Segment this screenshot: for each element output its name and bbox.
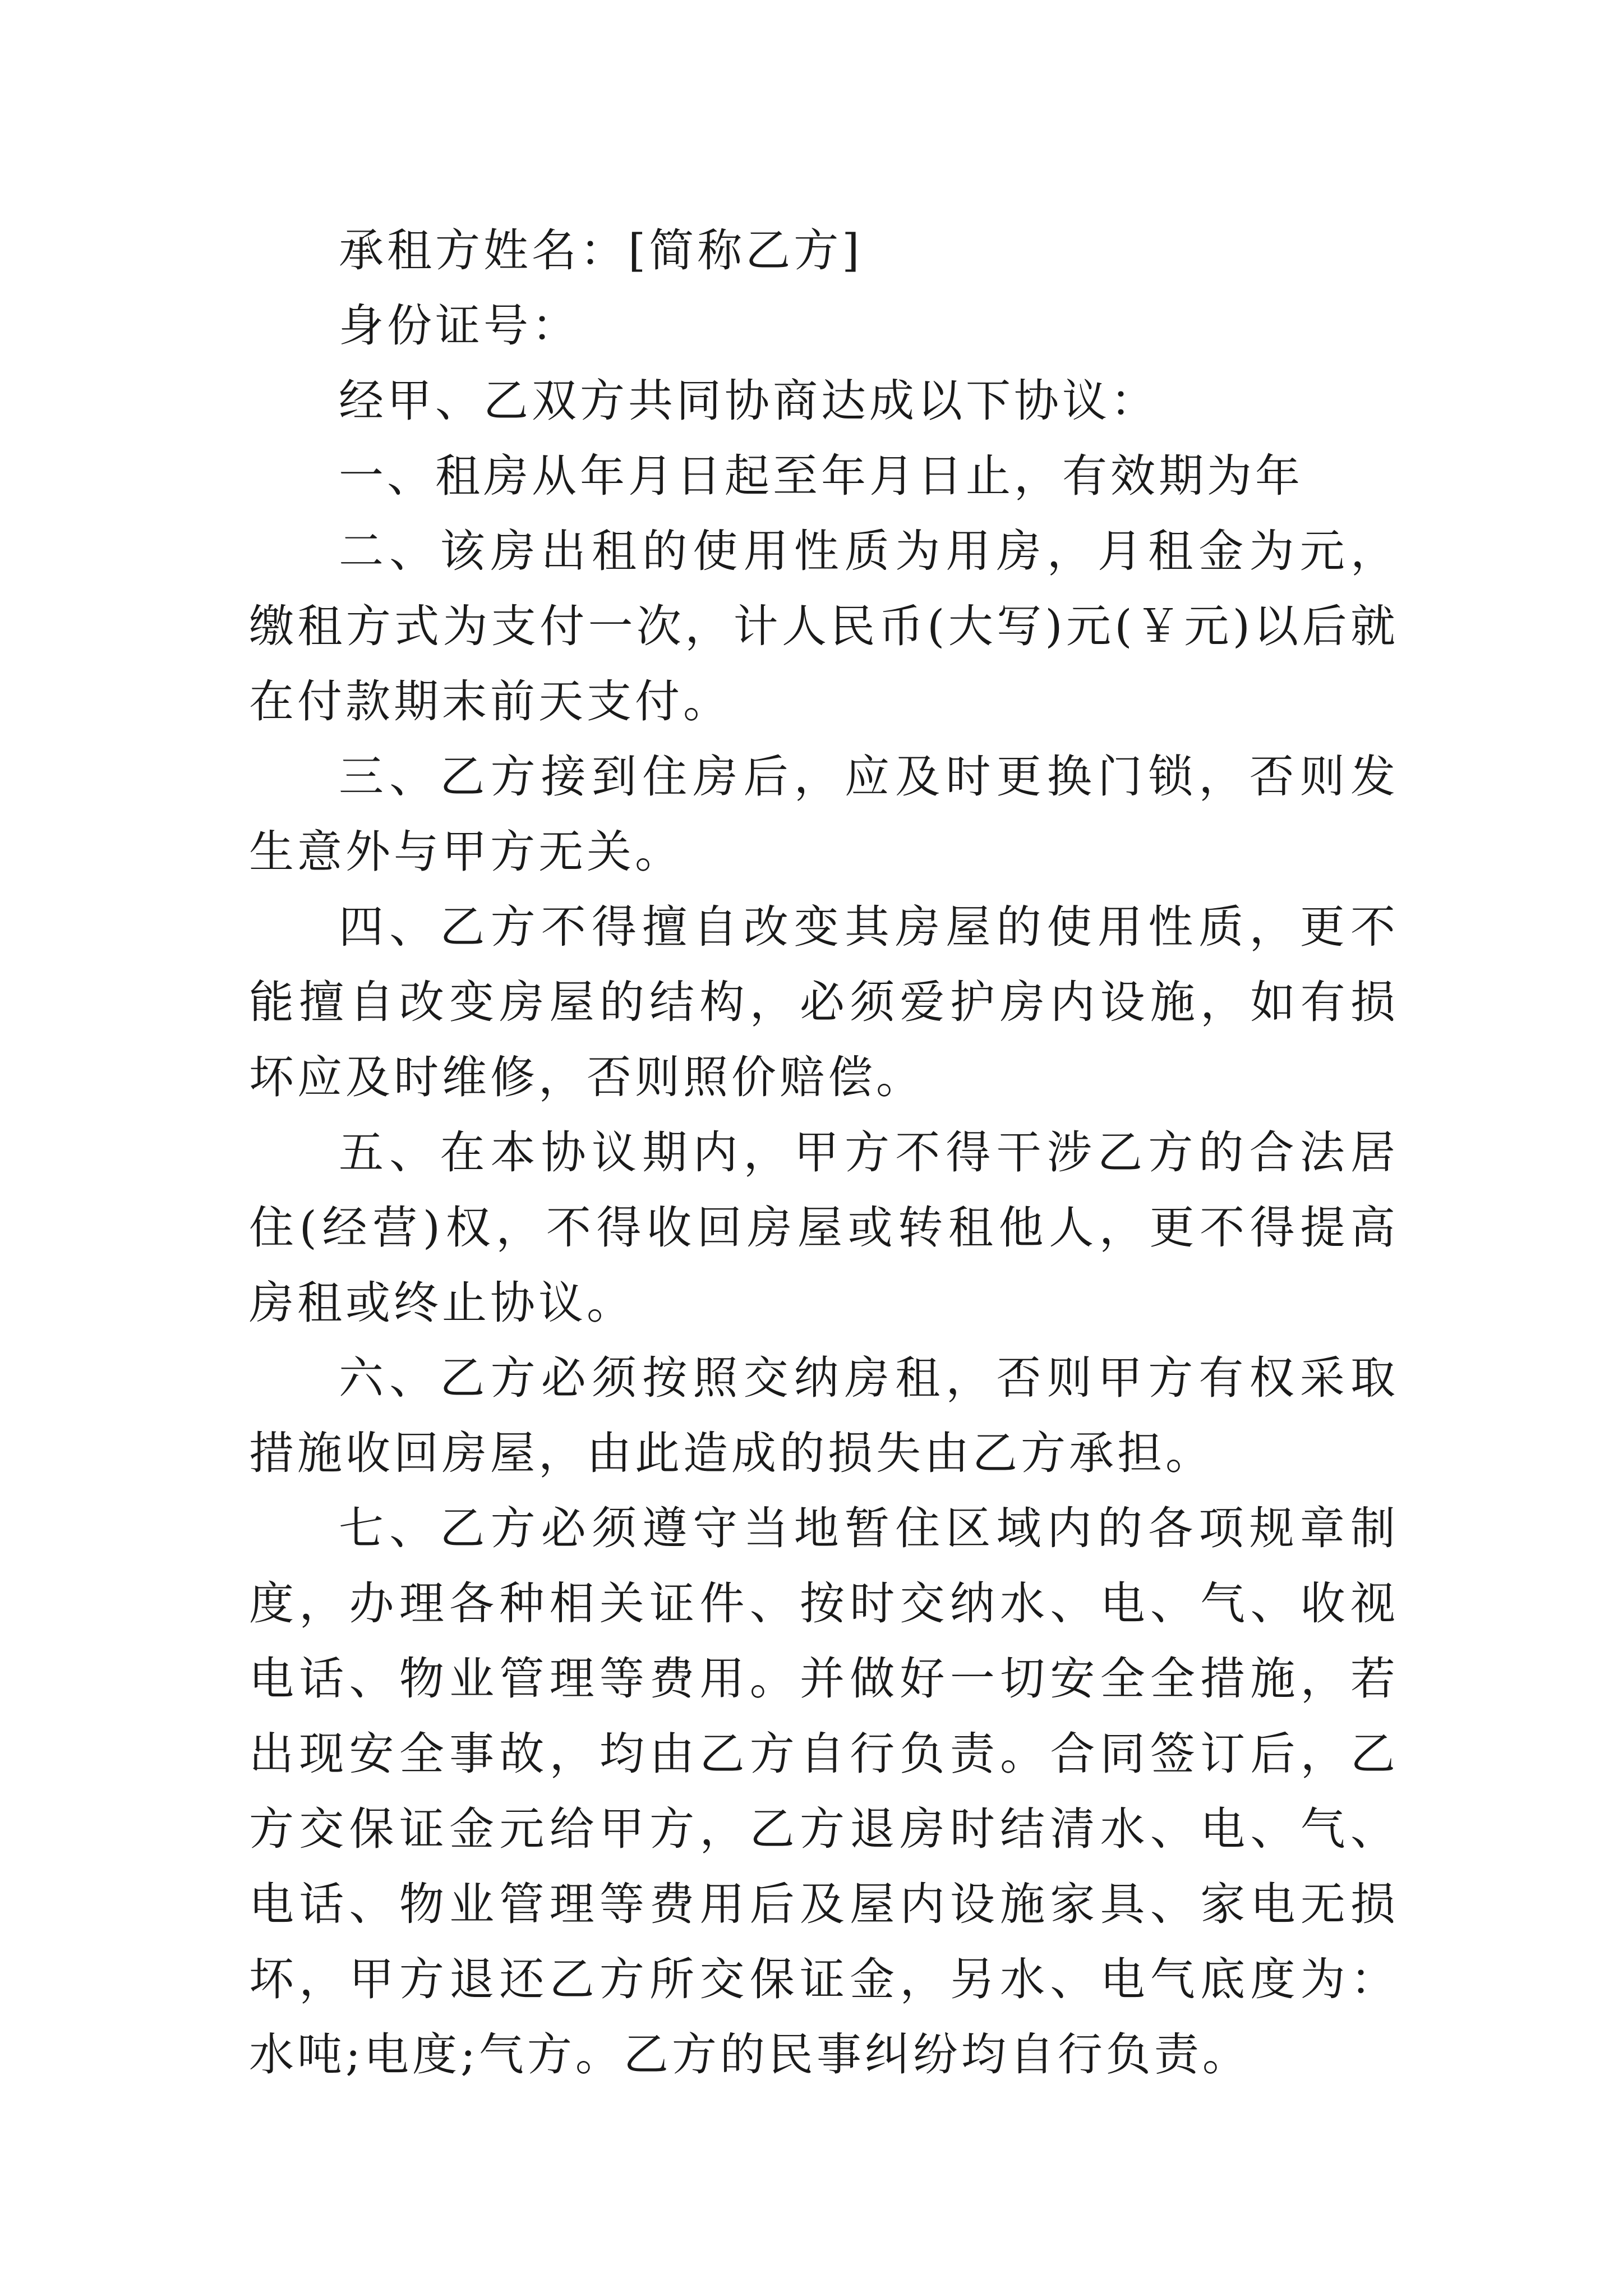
tenant-name-line: 承租方姓名：[简称乙方] xyxy=(339,224,863,277)
clause-5: 五、在本协议期内，甲方不得干涉乙方的合法居住(经营)权，不得收回房屋或转租他人，更不得提高房租或终止协议。 xyxy=(249,1126,1399,1329)
clause-4: 四、乙方不得擅自改变其房屋的使用性质，更不能擅自改变房屋的结构，必须爱护房内设施，如有损坏应及时维修，否则照价赔偿。 xyxy=(249,901,1399,1103)
document-body xyxy=(249,213,1399,2092)
id-number-line: 身份证号： xyxy=(339,300,580,352)
clause-6: 六、乙方必须按照交纳房租，否则甲方有权采取措施收回房屋，由此造成的损失由乙方承担。 xyxy=(249,1352,1399,1479)
clause-2: 二、该房出租的使用性质为用房，月租金为元，缴租方式为支付一次，计人民币(大写)元(￥元)以后就在付款期末前天支付。 xyxy=(249,525,1399,728)
clause-1: 一、租房从年月日起至年月日止，有效期为年 xyxy=(339,450,1303,502)
clause-3: 三、乙方接到住房后，应及时更换门锁，否则发生意外与甲方无关。 xyxy=(249,751,1399,878)
clause-7: 七、乙方必须遵守当地暂住区域内的各项规章制度，办理各种相关证件、按时交纳水、电、气、收视电话、物业管理等费用。并做好一切安全全措施，若出现安全事故，均由乙方自行负责。合同签订后，乙方交保证金元给甲方，乙方退房时结清水、电、气、电话、物业管理等费用后及屋内设施家具、家电无损坏，甲方退还乙方所交保证金，另水、电气底度为：水吨;电度;气方。乙方的民事纠纷均自行负责。 xyxy=(249,1502,1399,2081)
agreement-intro: 经甲、乙双方共同协商达成以下协议： xyxy=(339,375,1159,427)
